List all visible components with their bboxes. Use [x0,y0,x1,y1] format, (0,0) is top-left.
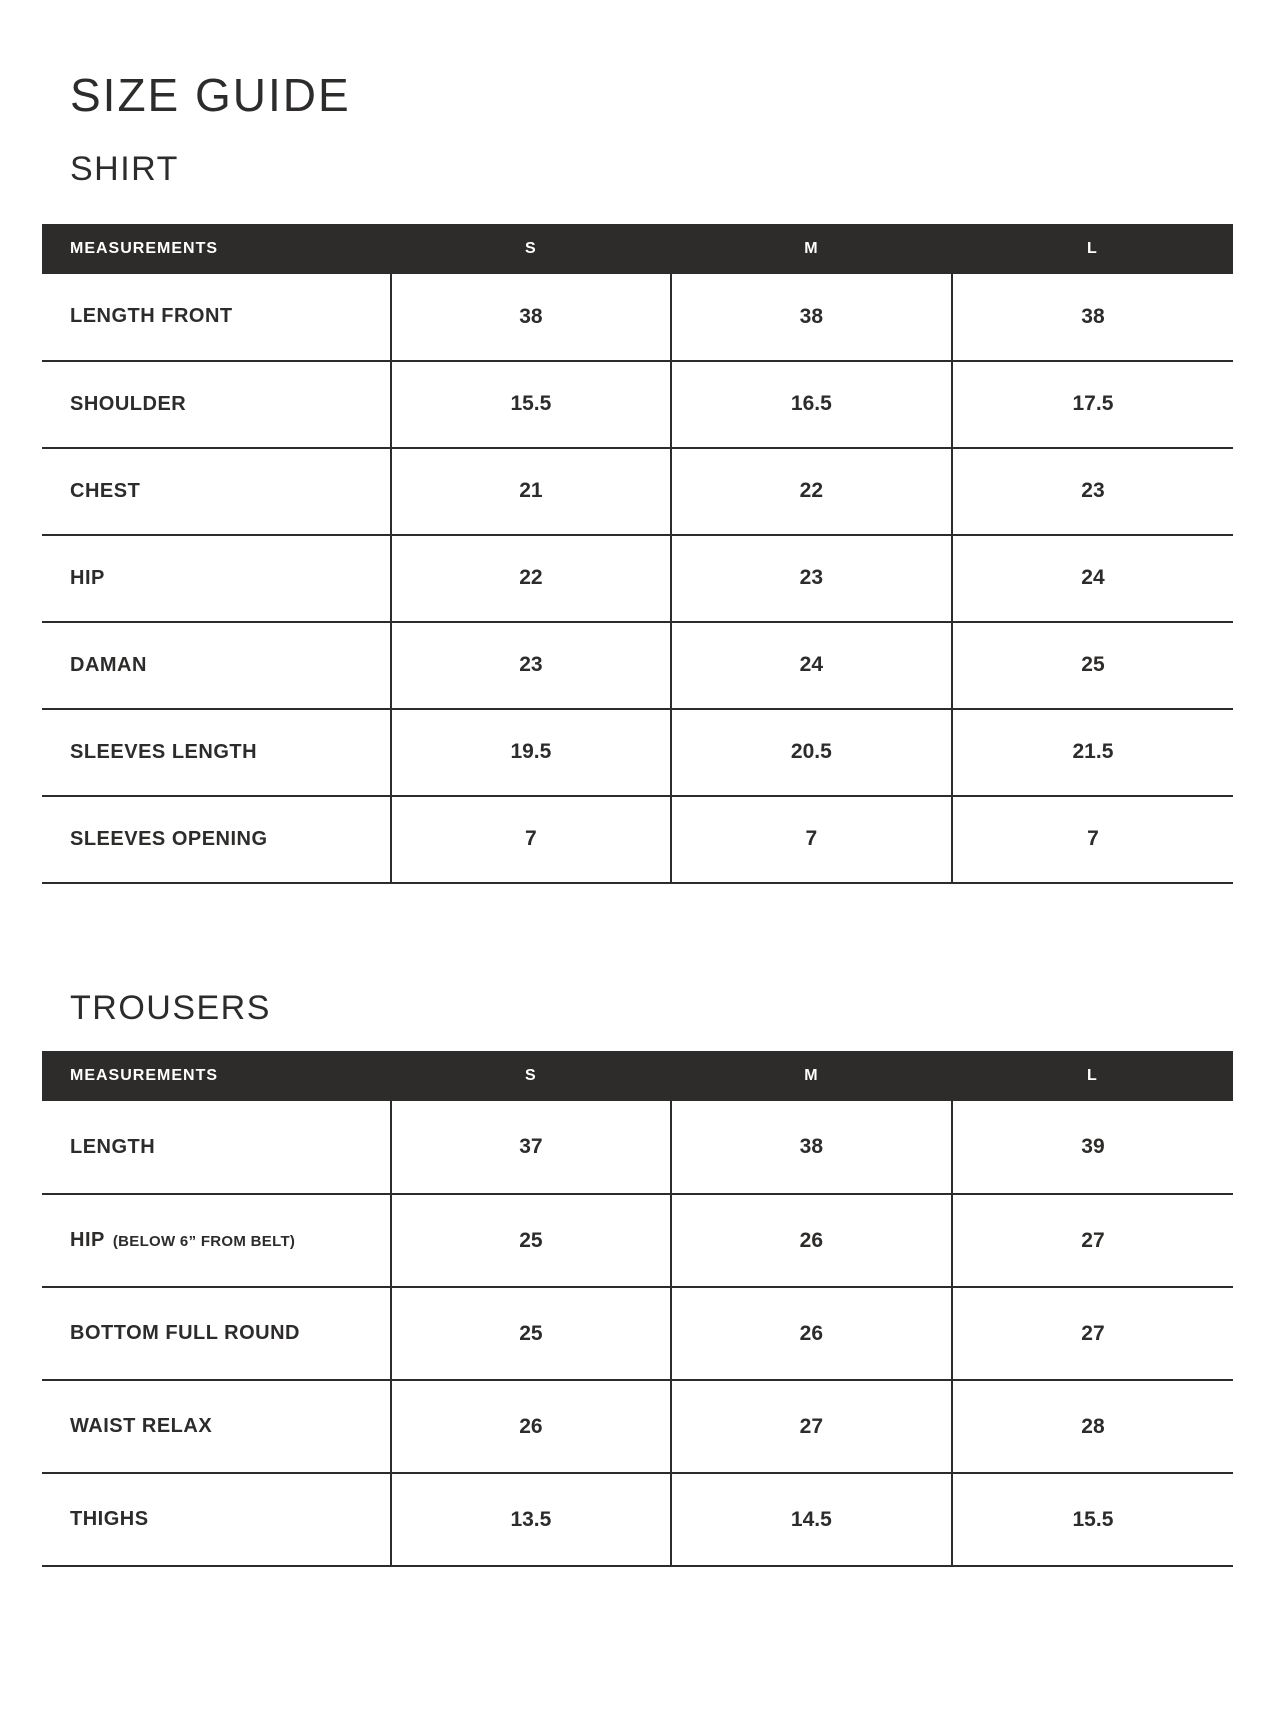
trousers-section [42,990,1233,1567]
size-value: 24 [671,622,952,709]
row-label: LENGTH FRONT [42,274,391,361]
size-l-column-header: L [952,1051,1233,1101]
size-value: 27 [952,1287,1233,1380]
size-value: 13.5 [391,1473,671,1566]
size-value: 38 [952,274,1233,361]
size-value: 27 [952,1194,1233,1287]
table-row [42,535,1233,622]
size-l-column-header: L [952,224,1233,274]
size-value: 28 [952,1380,1233,1473]
size-value: 26 [671,1287,952,1380]
size-m-column-header: M [671,224,952,274]
size-value: 7 [391,796,671,883]
row-label-note: (BELOW 6” FROM BELT) [112,1233,296,1251]
trousers-size-table [42,1051,1233,1567]
trousers-section-title: TROUSERS [70,988,271,1027]
size-value: 26 [391,1380,671,1473]
size-value: 7 [671,796,952,883]
shirt-size-table [42,224,1233,884]
table-row [42,1101,1233,1194]
measurements-column-header: MEASUREMENTS [42,224,391,274]
size-value: 38 [391,274,671,361]
size-value: 22 [391,535,671,622]
size-value: 19.5 [391,709,671,796]
trousers-header-row [42,1051,1233,1101]
row-label: DAMAN [42,622,391,709]
size-value: 14.5 [671,1473,952,1566]
size-value: 37 [391,1101,671,1194]
size-value: 16.5 [671,361,952,448]
size-value: 21 [391,448,671,535]
row-label: BOTTOM FULL ROUND [42,1287,391,1380]
shirt-section-title: SHIRT [70,149,179,188]
size-s-column-header: S [391,224,671,274]
table-row [42,709,1233,796]
size-value: 27 [671,1380,952,1473]
size-value: 23 [952,448,1233,535]
size-value: 38 [671,274,952,361]
size-value: 17.5 [952,361,1233,448]
table-row [42,622,1233,709]
size-value: 23 [671,535,952,622]
size-value: 24 [952,535,1233,622]
table-row [42,274,1233,361]
table-row [42,1194,1233,1287]
row-label-text: HIP [70,1229,105,1252]
table-row [42,1473,1233,1566]
size-value: 15.5 [391,361,671,448]
size-value: 39 [952,1101,1233,1194]
table-row [42,796,1233,883]
size-value: 15.5 [952,1473,1233,1566]
size-m-column-header: M [671,1051,952,1101]
size-value: 38 [671,1101,952,1194]
row-label: CHEST [42,448,391,535]
size-value: 21.5 [952,709,1233,796]
size-value: 22 [671,448,952,535]
row-label [42,1194,391,1287]
size-value: 25 [952,622,1233,709]
row-label: WAIST RELAX [42,1380,391,1473]
row-label: LENGTH [42,1101,391,1194]
row-label: THIGHS [42,1473,391,1566]
shirt-header-row [42,224,1233,274]
size-guide-page [0,70,1275,1567]
shirt-section [42,151,1233,884]
size-value: 23 [391,622,671,709]
size-value: 25 [391,1194,671,1287]
table-row [42,448,1233,535]
table-row [42,361,1233,448]
size-value: 25 [391,1287,671,1380]
row-label: SLEEVES LENGTH [42,709,391,796]
page-title: SIZE GUIDE [70,69,351,121]
size-value: 20.5 [671,709,952,796]
row-label: SLEEVES OPENING [42,796,391,883]
size-value: 7 [952,796,1233,883]
table-row [42,1380,1233,1473]
size-s-column-header: S [391,1051,671,1101]
row-label: SHOULDER [42,361,391,448]
table-row [42,1287,1233,1380]
measurements-column-header: MEASUREMENTS [42,1051,391,1101]
size-value: 26 [671,1194,952,1287]
row-label: HIP [42,535,391,622]
